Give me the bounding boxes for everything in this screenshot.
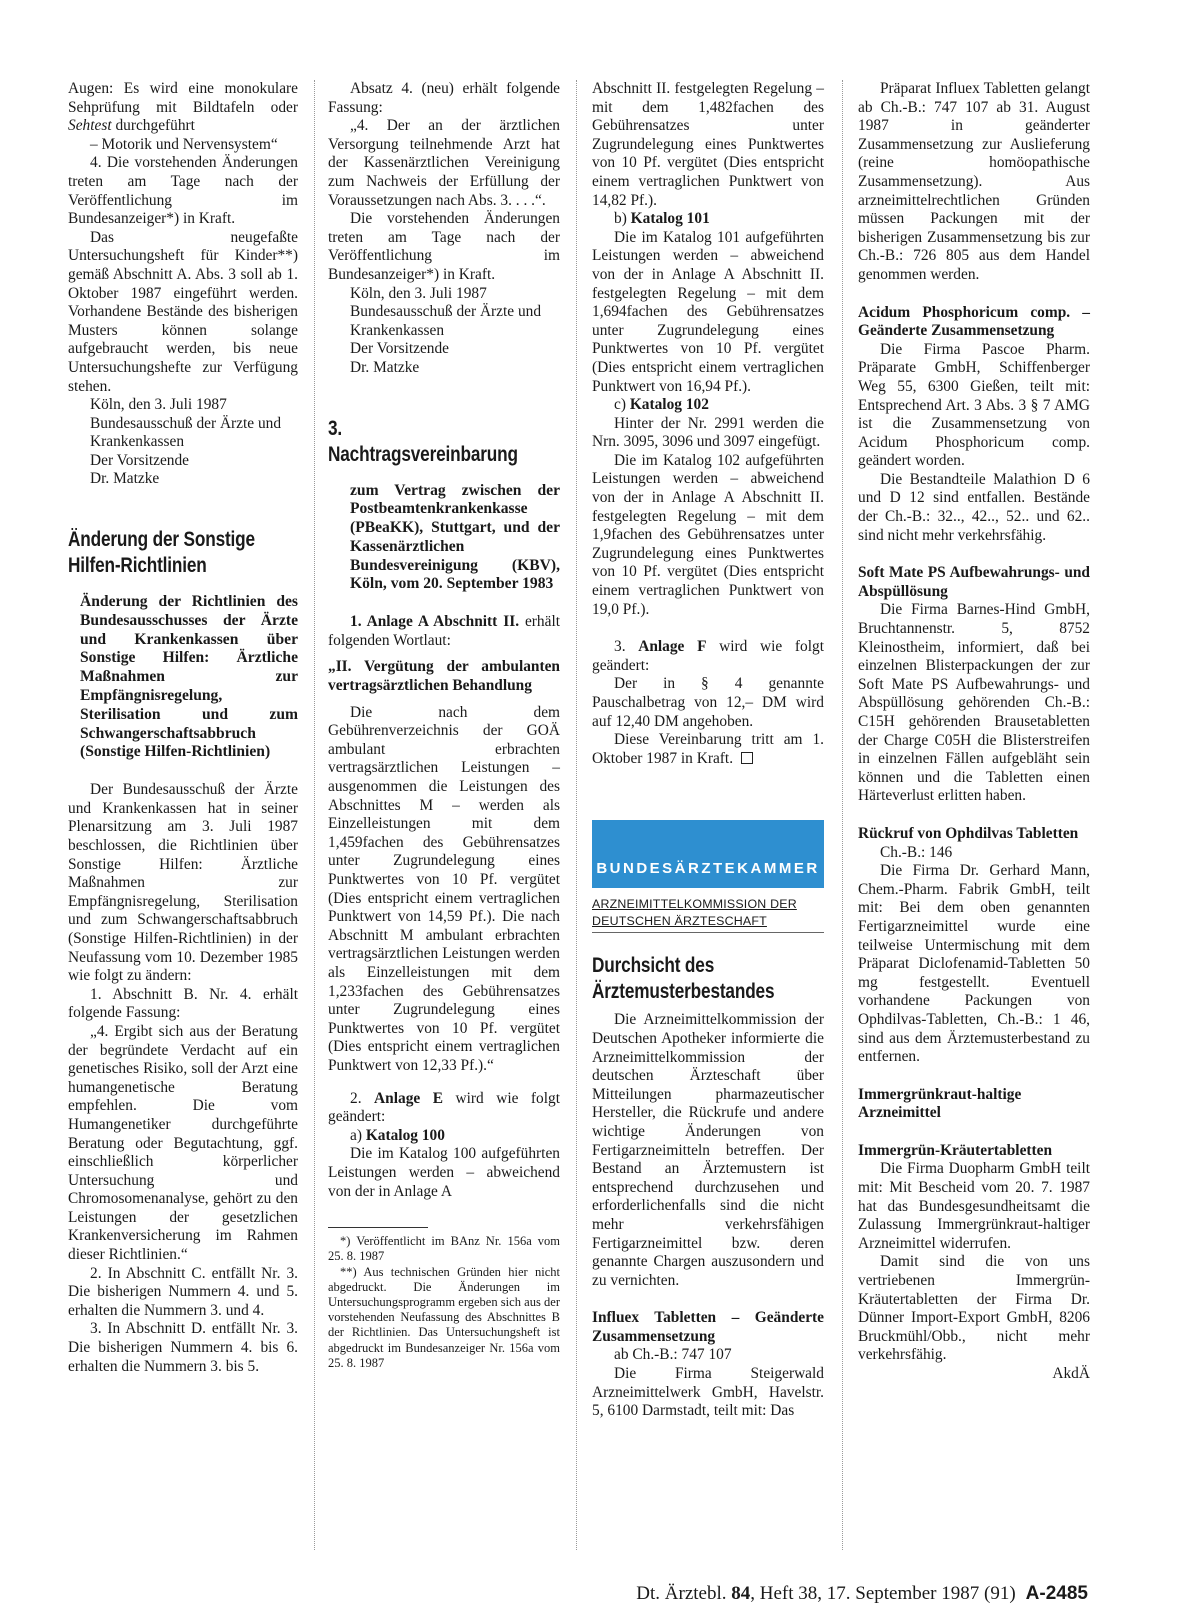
paragraph: Die vorstehenden Änderungen treten am Tage nach der Veröffentlichung im Bundesanzeiger*) in Kraft. bbox=[328, 210, 560, 283]
item-heading: Soft Mate PS Aufbewahrungs- und Abspüllösung bbox=[858, 564, 1090, 600]
signature-line: Der Vorsitzende bbox=[350, 340, 450, 358]
paragraph: Die Firma Duopharm GmbH teilt mit: Mit Bescheid vom 20. 7. 1987 hat das Bundesgesundheitsamt die Zulassung Immergrünkraut-haltiger Arzneimittel widerrufen. bbox=[858, 1160, 1090, 1252]
footnotes bbox=[328, 1234, 560, 1371]
paragraph: Das neugefaßte Untersuchungsheft für Kinder**) gemäß Abschnitt A. Abs. 3 soll ab 1. Oktober 1987 eingeführt werden. Vorhandene Bestände des bisherigen Musters können solange aufgebraucht werden, bis neue Untersuchungshefte zur Verfügung stehen. bbox=[68, 228, 298, 395]
item-heading: Immergrünkraut-haltige Arzneimittel bbox=[858, 1085, 1022, 1122]
kommission-label: ARZNEIMITTELKOMMISSION DER DEUTSCHEN ÄRZTESCHAFT bbox=[592, 896, 824, 933]
paragraph: Diese Vereinbarung tritt am 1. Oktober 1987 in Kraft. bbox=[592, 731, 824, 767]
paragraph: Absatz 4. (neu) erhält folgende Fassung: bbox=[328, 80, 560, 116]
signature-line: Dr. Matzke bbox=[350, 358, 420, 376]
signature-line: Köln, den 3. Juli 1987 bbox=[90, 396, 227, 414]
footnote: **) Aus technischen Gründen hier nicht abgedruckt. Die Änderungen im Untersuchungsprogramm ergeben sich aus der vorstehenden Neufassung des Abschnittes B der Richtlinien. Das Untersuchungsheft ist abgedruckt im Bundesanzeiger Nr. 156a vom 25. 8. 1987 bbox=[328, 1264, 560, 1370]
paragraph: Augen: Es wird eine monokulare Sehprüfung mit Bildtafeln oder Sehtest durchgeführt bbox=[68, 80, 298, 135]
paragraph: Der Bundesausschuß der Ärzte und Krankenkassen hat in seiner Plenarsitzung am 3. Juli 1987 beschlossen, die Richtlinien über Sonstige Hilfen: Ärztliche Maßnahmen zur Empfängnisregelung, Sterilisation und zum Schwangerschaftsabbruch (Sonstige Hilfen-Richtlinien) in der Neufassung vom 10. Dezember 1985 wie folgt zu ändern: bbox=[68, 781, 298, 985]
column-rule bbox=[576, 80, 577, 1550]
paragraph: Die Firma Steigerwald Arzneimittelwerk GmbH, Havelstr. 5, 6100 Darmstadt, teilt mit: Das bbox=[592, 1365, 824, 1420]
paragraph: 4. Die vorstehenden Änderungen treten am Tage nach der Veröffentlichung im Bundesanzeiger*) in Kraft. bbox=[68, 154, 298, 228]
paragraph: Präparat Influex Tabletten gelangt ab Ch.-B.: 747 107 ab 31. August 1987 in geänderter Zusammensetzung zur Auslieferung (reine homöopathische Zusammensetzung). Aus arzneimittelrechtlichen Gründen müssen Packungen mit der bisherigen Zusammensetzung bis zur Ch.-B.: 726 805 aus dem Handel genommen werden. bbox=[858, 80, 1090, 283]
column-rule bbox=[842, 80, 843, 1550]
signature-line: Bundesausschuß der Ärzte und Krankenkassen bbox=[90, 414, 282, 451]
paragraph: ab Ch.-B.: 747 107 bbox=[614, 1346, 732, 1364]
paragraph: Ch.-B.: 146 bbox=[880, 843, 953, 861]
column-3 bbox=[592, 80, 824, 1421]
paragraph: c) Katalog 102 bbox=[614, 396, 709, 414]
section-heading: Änderung der Sonstige Hilfen-Richtlinien bbox=[68, 528, 255, 578]
section-heading: 3. Nachtragsvereinbarung bbox=[328, 416, 518, 466]
column-rule bbox=[314, 80, 315, 1550]
paragraph: Abschnitt II. festgelegten Regelung – mit dem 1,482fachen des Gebührensatzes unter Zugrundelegung eines Punktwertes von 10 Pf. vergütet (Dies entspricht einem vertraglichen Punktwert von 14,82 Pf.). bbox=[592, 80, 824, 209]
paragraph: b) Katalog 101 bbox=[614, 210, 710, 228]
page-footer bbox=[636, 1583, 1088, 1605]
issue-info: , Heft 38, 17. September 1987 (91) bbox=[750, 1583, 1016, 1604]
signature-line: Bundesausschuß der Ärzte und Krankenkassen bbox=[350, 303, 542, 339]
paragraph: 2. In Abschnitt C. entfällt Nr. 3. Die bisherigen Nummern 4. und 5. erhalten die Nummern 3. und 4. bbox=[68, 1264, 298, 1319]
paragraph: Die Firma Pascoe Pharm. Präparate GmbH, Schiffenberger Weg 55, 6300 Gießen, teilt mit: Entsprechend Art. 3 Abs. 3 § 7 AMG ist die Zusammensetzung von Acidum Phosphoricum comp. geändert worden. bbox=[858, 340, 1090, 470]
footnote-rule bbox=[328, 1227, 428, 1228]
section-subheading: zum Vertrag zwischen der Postbeamtenkrankenkasse (PBeaKK), Stuttgart, und der Kassenärztlichen Bundesvereinigung (KBV), Köln, vom 20. September 1983 bbox=[350, 481, 560, 593]
volume-number: 84 bbox=[731, 1583, 751, 1604]
section-subheading: Änderung der Richtlinien des Bundesausschusses der Ärzte und Krankenkassen über Sonstige Hilfen: Ärztliche Maßnahmen zur Empfängnisregelung, Sterilisation und zum Schwangerschaftsabbruch (Sonstige Hilfen-Richtlinien) bbox=[80, 593, 298, 761]
paragraph: 3. In Abschnitt D. entfällt Nr. 3. Die bisherigen Nummern 4. bis 6. erhalten die Nummern 3. bis 5. bbox=[68, 1320, 298, 1375]
paragraph: a) Katalog 100 bbox=[350, 1126, 445, 1144]
item-heading: Influex Tabletten – Geänderte Zusammensetzung bbox=[592, 1309, 824, 1345]
signature-line: Dr. Matzke bbox=[90, 470, 160, 488]
item-heading: Immergrün-Kräutertabletten bbox=[858, 1141, 1053, 1159]
paragraph: Die im Katalog 100 aufgeführten Leistungen werden – abweichend von der in Anlage A bbox=[328, 1145, 560, 1200]
paragraph: Die Firma Barnes-Hind GmbH, Bruchtannenstr. 5, 8752 Kleinostheim, informiert, daß bei einzelnen Blisterpackungen der zur Soft Mate PS Aufbewahrungs- und Abspüllösung gehörenden Ch.-B.: C15H gehörenden Brausetabletten der Charge C05H die Blisterstreifen in einzelnen Fällen aufgebläht sein können und die Tabletten einen Härteverlust erlitten haben. bbox=[858, 601, 1090, 805]
signature-line: Köln, den 3. Juli 1987 bbox=[350, 284, 487, 302]
paragraph: Damit sind die von uns vertriebenen Immergrün-Kräutertabletten der Firma Dr. Dünner Import-Export GmbH, 8206 Bruckmühl/Obb., nicht mehr verkehrsfähig. bbox=[858, 1253, 1090, 1364]
column-2 bbox=[328, 80, 560, 1371]
footnote: *) Veröffentlicht im BAnz Nr. 156a vom 25. 8. 1987 bbox=[328, 1234, 560, 1264]
section-heading: Durchsicht des Ärztemusterbestandes bbox=[592, 954, 775, 1004]
paragraph: Der in § 4 genannte Pauschalbetrag von 12,– DM wird auf 12,40 DM angehoben. bbox=[592, 675, 824, 730]
column-4 bbox=[858, 80, 1090, 1384]
signature-line: AkdÄ bbox=[1052, 1365, 1090, 1382]
paragraph: „4. Ergibt sich aus der Beratung der begründete Verdacht auf ein genetisches Risiko, soll der Arzt eine humangenetische Beratung empfehlen. Die vom Humangenetiker durchgeführte Beratung oder Begutachtung, ggf. einschließlich körperlicher Untersuchung und Chromosomenanalyse, gehört zu den Leistungen der gesetzlichen Krankenversicherung im Rahmen dieser Richtlinien.“ bbox=[68, 1022, 298, 1264]
page-number: A-2485 bbox=[1025, 1583, 1088, 1604]
paragraph: 2. Anlage E wird wie folgt geändert: bbox=[328, 1089, 561, 1126]
paragraph: 1. Anlage A Abschnitt II. erhält folgenden Wortlaut: bbox=[328, 613, 560, 649]
bundesaerztekammer-banner: BUNDESÄRZTEKAMMER bbox=[592, 820, 824, 888]
paragraph: Die Firma Dr. Gerhard Mann, Chem.-Pharm. Fabrik GmbH, teilt mit: Bei dem oben genannten Fertigarzneimittel wurde eine teilweise Untermischung mit dem Präparat Diclofenamid-Tabletten 50 mg festgestellt. Eventuell vorhandene Packungen von Ophdilvas-Tabletten, Ch.-B.: 1 46, sind aus dem Ärztemusterbestand zu entfernen. bbox=[858, 862, 1090, 1066]
paragraph: 3. Anlage F wird wie folgt geändert: bbox=[592, 638, 824, 674]
paragraph: 1. Abschnitt B. Nr. 4. erhält folgende Fassung: bbox=[68, 985, 298, 1022]
paragraph: – Motorik und Nervensystem“ bbox=[90, 135, 278, 153]
end-mark-icon bbox=[741, 752, 753, 764]
journal-name: Dt. Ärztebl. bbox=[636, 1583, 732, 1604]
item-heading: Rückruf von Ophdilvas Tabletten bbox=[858, 824, 1079, 842]
paragraph: „4. Der an der ärztlichen Versorgung teilnehmende Arzt hat der Kassenärztlichen Vereinigung zum Nachweis der Erfüllung der Voraussetzungen nach Abs. 3. . . .“. bbox=[328, 117, 560, 209]
paragraph: Die Arzneimittelkommission der Deutschen Apotheker informierte die Arzneimittelkommission der deutschen Ärzteschaft über Mitteilungen pharmazeutischer Hersteller, die Rückrufe und andere wichtige Änderungen von Fertigarzneimitteln betreffen. Der Bestand an Ärztemustern ist entsprechend durchzusehen und erforderlichenfalls sind die nicht mehr verkehrsfähigen Fertigarzneimittel bzw. deren genannte Chargen auszusondern und zu vernichten. bbox=[592, 1011, 824, 1289]
item-heading: Acidum Phosphoricum comp. – Geänderte Zusammensetzung bbox=[858, 303, 1090, 340]
paragraph: Die im Katalog 102 aufgeführten Leistungen werden – abweichend von der in Anlage A Abschnitt II. festgelegten Regelung – mit dem 1,9fachen des Gebührensatzes unter Zugrundelegung eines Punktwertes von 10 Pf. vergütet (Dies entspricht einem vertraglichen Punktwert von 19,0 Pf.). bbox=[592, 451, 824, 618]
paragraph: Die im Katalog 101 aufgeführten Leistungen werden – abweichend von der in Anlage A Abschnitt II. festgelegten Regelung – mit dem 1,694fachen des Gebührensatzes unter Zugrundelegung eines Punktwertes von 10 Pf. vergütet (Dies entspricht einem vertraglichen Punktwert von 16,94 Pf.). bbox=[592, 228, 824, 395]
signature-line: Der Vorsitzende bbox=[90, 451, 190, 469]
column-1 bbox=[68, 80, 298, 1376]
paragraph: Die nach dem Gebührenverzeichnis der GOÄ ambulant erbrachten vertragsärztlichen Leistungen – ausgenommen die Leistungen des Abschnittes M – werden als Einzelleistungen mit dem 1,459fachen des Gebührensatzes unter Zugrundelegung eines Punktwertes von 10 Pf. vergütet (Dies entspricht einem vertraglichen Punktwert von 14,59 Pf.). Die nach Abschnitt M ambulant erbrachten vertragsärztlichen Leistungen werden als Einzelleistungen mit dem 1,233fachen des Gebührensatzes unter Zugrundelegung eines Punktwertes von 10 Pf. vergütet (Dies entspricht einem vertraglichen Punktwert von 12,33 Pf.).“ bbox=[328, 703, 560, 1074]
paragraph: Hinter der Nr. 2991 werden die Nrn. 3095, 3096 und 3097 eingefügt. bbox=[592, 414, 824, 451]
paragraph: Die Bestandteile Malathion D 6 und D 12 sind entfallen. Bestände der Ch.-B.: 32.., 42.., 52.. und 62.. sind nicht mehr verkehrsfähig. bbox=[858, 470, 1090, 544]
paragraph-heading: „II. Vergütung der ambulanten vertragsärztlichen Behandlung bbox=[328, 658, 560, 695]
